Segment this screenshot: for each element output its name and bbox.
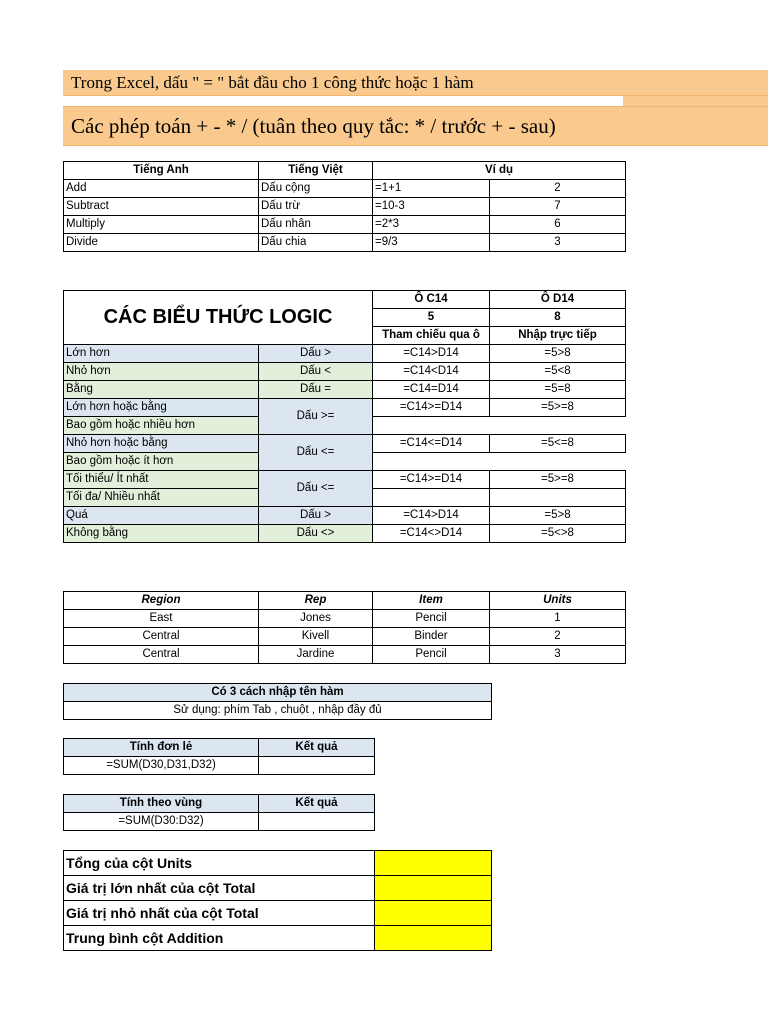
table-row bbox=[64, 381, 626, 399]
logic-table bbox=[63, 290, 626, 543]
cell[interactable]: Bằng bbox=[64, 381, 259, 399]
function-input-title: Có 3 cách nhập tên hàm bbox=[64, 684, 492, 702]
cell[interactable]: =C14=D14 bbox=[373, 381, 490, 399]
cell[interactable]: =C14>=D14 bbox=[373, 471, 490, 489]
cell[interactable]: Lớn hơn bbox=[64, 345, 259, 363]
cell[interactable]: Dấu chia bbox=[259, 234, 373, 252]
function-input-desc[interactable]: Sử dụng: phím Tab , chuột , nhập đầy đủ bbox=[64, 702, 492, 720]
cell[interactable]: Nhỏ hơn hoặc bằng bbox=[64, 435, 259, 453]
table-row bbox=[64, 646, 626, 664]
cell[interactable]: Kivell bbox=[259, 628, 373, 646]
cell[interactable]: Subtract bbox=[64, 198, 259, 216]
header-units: Units bbox=[490, 592, 626, 610]
cell[interactable]: =5<8 bbox=[490, 363, 626, 381]
cell[interactable]: Tối thiểu/ Ít nhất bbox=[64, 471, 259, 489]
table-row bbox=[64, 234, 626, 252]
cell[interactable]: Dấu > bbox=[259, 507, 373, 525]
cell[interactable]: Dấu >= bbox=[259, 399, 373, 435]
excel-formula-note: Trong Excel, dấu " = " bắt đầu cho 1 công thức hoặc 1 hàm bbox=[63, 70, 768, 96]
cell[interactable]: =5<>8 bbox=[490, 525, 626, 543]
table-row bbox=[64, 216, 626, 234]
cell[interactable]: =C14<=D14 bbox=[373, 435, 490, 453]
cell[interactable]: =5<=8 bbox=[490, 435, 626, 453]
summary-label: Trung bình cột Addition bbox=[64, 926, 375, 951]
cell[interactable]: Bao gồm hoặc ít hơn bbox=[64, 453, 259, 471]
table-row bbox=[64, 198, 626, 216]
table-row bbox=[64, 926, 492, 951]
sum-range-result[interactable] bbox=[259, 813, 375, 831]
table-row bbox=[64, 180, 626, 198]
table-row bbox=[64, 399, 626, 417]
cell[interactable]: 3 bbox=[490, 234, 626, 252]
value-c14[interactable]: 5 bbox=[373, 309, 490, 327]
sum-single-table bbox=[63, 738, 375, 775]
cell[interactable]: Dấu <> bbox=[259, 525, 373, 543]
empty-cell bbox=[373, 417, 626, 435]
cell[interactable]: Dấu = bbox=[259, 381, 373, 399]
cell[interactable]: Dấu > bbox=[259, 345, 373, 363]
summary-label: Tổng của cột Units bbox=[64, 851, 375, 876]
cell[interactable]: Bao gồm hoặc nhiều hơn bbox=[64, 417, 259, 435]
summary-table bbox=[63, 850, 492, 951]
header-range: Tính theo vùng bbox=[64, 795, 259, 813]
summary-answer-cell[interactable] bbox=[375, 926, 492, 951]
table-row bbox=[64, 363, 626, 381]
sum-range-table bbox=[63, 794, 375, 831]
summary-answer-cell[interactable] bbox=[375, 876, 492, 901]
cell[interactable]: Jones bbox=[259, 610, 373, 628]
table-row bbox=[64, 345, 626, 363]
cell[interactable]: Pencil bbox=[373, 610, 490, 628]
operator-precedence-note: Các phép toán + - * / (tuân theo quy tắc: * / trước + - sau) bbox=[63, 106, 768, 146]
header-single: Tính đơn lẻ bbox=[64, 739, 259, 757]
empty-cell bbox=[373, 489, 490, 507]
cell[interactable]: 6 bbox=[490, 216, 626, 234]
sales-table bbox=[63, 591, 626, 664]
cell[interactable]: Dấu cộng bbox=[259, 180, 373, 198]
cell[interactable]: =10-3 bbox=[373, 198, 490, 216]
table-row bbox=[64, 901, 492, 926]
cell[interactable]: Divide bbox=[64, 234, 259, 252]
empty-cell bbox=[373, 453, 626, 471]
cell[interactable]: =C14<D14 bbox=[373, 363, 490, 381]
cell[interactable]: East bbox=[64, 610, 259, 628]
table-row bbox=[64, 628, 626, 646]
header-c14: Ô C14 bbox=[373, 291, 490, 309]
cell[interactable]: =C14>=D14 bbox=[373, 399, 490, 417]
cell[interactable]: Multiply bbox=[64, 216, 259, 234]
table-row bbox=[64, 876, 492, 901]
cell[interactable]: 2 bbox=[490, 628, 626, 646]
header-english: Tiếng Anh bbox=[64, 162, 259, 180]
header-vietnamese: Tiếng Việt bbox=[259, 162, 373, 180]
summary-answer-cell[interactable] bbox=[375, 851, 492, 876]
cell[interactable]: Pencil bbox=[373, 646, 490, 664]
cell[interactable]: 3 bbox=[490, 646, 626, 664]
operators-table bbox=[63, 161, 626, 252]
cell[interactable]: =C14>D14 bbox=[373, 345, 490, 363]
table-row bbox=[64, 610, 626, 628]
cell[interactable]: Central bbox=[64, 646, 259, 664]
function-input-table bbox=[63, 683, 492, 720]
header-d14: Ô D14 bbox=[490, 291, 626, 309]
table-row bbox=[64, 507, 626, 525]
cell[interactable]: =5>8 bbox=[490, 345, 626, 363]
logic-title: CÁC BIỂU THỨC LOGIC bbox=[64, 291, 373, 345]
cell[interactable]: =C14<>D14 bbox=[373, 525, 490, 543]
header-result: Kết quả bbox=[259, 795, 375, 813]
cell[interactable]: =9/3 bbox=[373, 234, 490, 252]
cell[interactable]: Dấu nhân bbox=[259, 216, 373, 234]
cell[interactable]: Jardine bbox=[259, 646, 373, 664]
sum-single-formula[interactable]: =SUM(D30,D31,D32) bbox=[64, 757, 259, 775]
cell[interactable]: =5>8 bbox=[490, 507, 626, 525]
cell[interactable]: Dấu <= bbox=[259, 471, 373, 507]
header-region: Region bbox=[64, 592, 259, 610]
cell[interactable]: 2 bbox=[490, 180, 626, 198]
cell[interactable]: Nhỏ hơn bbox=[64, 363, 259, 381]
cell[interactable]: Binder bbox=[373, 628, 490, 646]
value-d14[interactable]: 8 bbox=[490, 309, 626, 327]
header-direct: Nhập trực tiếp bbox=[490, 327, 626, 345]
header-rep: Rep bbox=[259, 592, 373, 610]
cell[interactable]: =2*3 bbox=[373, 216, 490, 234]
summary-label: Giá trị nhỏ nhất của cột Total bbox=[64, 901, 375, 926]
cell[interactable]: Quá bbox=[64, 507, 259, 525]
cell[interactable]: Add bbox=[64, 180, 259, 198]
cell[interactable]: =C14>D14 bbox=[373, 507, 490, 525]
header-item: Item bbox=[373, 592, 490, 610]
cell[interactable]: =5>=8 bbox=[490, 399, 626, 417]
cell[interactable]: Dấu < bbox=[259, 363, 373, 381]
header-example: Ví dụ bbox=[373, 162, 626, 180]
header-reference: Tham chiếu qua ô bbox=[373, 327, 490, 345]
cell[interactable]: Dấu trừ bbox=[259, 198, 373, 216]
cell[interactable]: 1 bbox=[490, 610, 626, 628]
summary-answer-cell[interactable] bbox=[375, 901, 492, 926]
table-row bbox=[64, 471, 626, 489]
table-row bbox=[64, 435, 626, 453]
cell[interactable]: =5>=8 bbox=[490, 471, 626, 489]
sum-single-result[interactable] bbox=[259, 757, 375, 775]
cell[interactable]: Lớn hơn hoặc bằng bbox=[64, 399, 259, 417]
cell[interactable]: Central bbox=[64, 628, 259, 646]
sum-range-formula[interactable]: =SUM(D30:D32) bbox=[64, 813, 259, 831]
cell[interactable]: 7 bbox=[490, 198, 626, 216]
cell[interactable]: Tối đa/ Nhiều nhất bbox=[64, 489, 259, 507]
summary-label: Giá trị lớn nhất của cột Total bbox=[64, 876, 375, 901]
empty-cell bbox=[490, 489, 626, 507]
cell[interactable]: =5=8 bbox=[490, 381, 626, 399]
header-result: Kết quả bbox=[259, 739, 375, 757]
cell[interactable]: Không bằng bbox=[64, 525, 259, 543]
cell[interactable]: =1+1 bbox=[373, 180, 490, 198]
cell[interactable]: Dấu <= bbox=[259, 435, 373, 471]
table-row bbox=[64, 525, 626, 543]
table-row bbox=[64, 851, 492, 876]
